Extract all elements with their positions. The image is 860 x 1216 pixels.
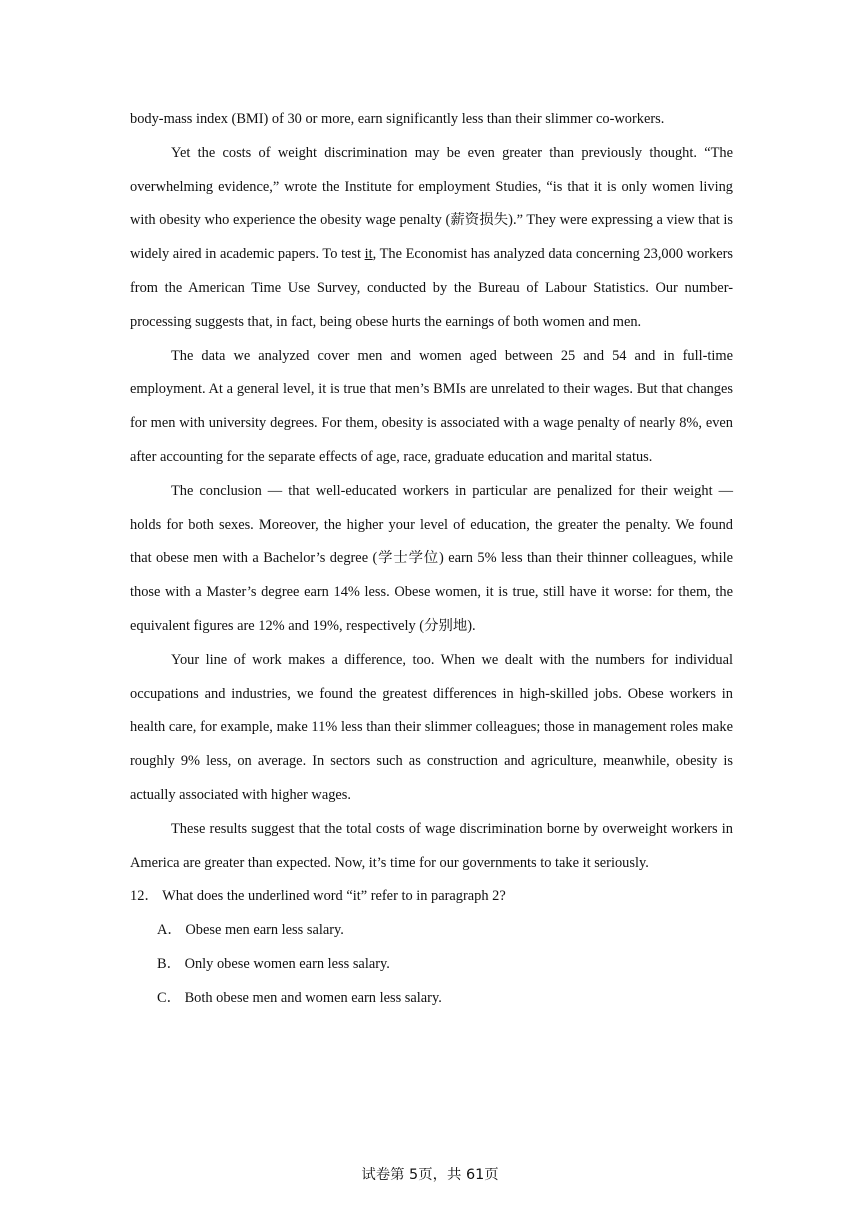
option-c: C． Both obese men and women earn less salary. <box>157 989 442 1006</box>
underlined-word-it: it <box>364 246 373 263</box>
paragraph-2: The data we analyzed cover men and women aged between 25 and 54 and in full-time employment. At a general level, it is true that men’s BMIs are unrelated to their wages. But that changes for men with university degrees. For them, obesity is associated with a wage penalty of nearly 8%, even after accounting for the separate effects of age, race, graduate education and marital status. <box>130 347 733 465</box>
option-a: A． Obese men earn less salary. <box>157 922 344 939</box>
paragraph-3: The conclusion — that well-educated workers in particular are penalized for their weight — holds for both sexes. Moreover, the higher your level of education, the greater the penalty. We found that obese men with a Bachelor’s degree (学士学位) earn 5% less than their thinner colleagues, while those with a Master’s degree earn 14% less. Obese women, it is true, still have it worse: for them, the equivalent figures are 12% and 19%, respectively (分别地). <box>130 482 733 634</box>
paragraph-0: body-mass index (BMI) of 30 or more, earn significantly less than their slimmer co-workers. <box>130 111 665 127</box>
paragraph-1-text-before: Yet the costs of weight discrimination may be even greater than previously thought. “The overwhelming evidence,” wrote the Institute for employment Studies, “is that it is only women living with obesity who experience the obesity wage penalty (薪资损失).” They were expressing a view that is widely aired in academic papers. To test <box>130 144 733 263</box>
page-footer: 试卷第 5页，共 61页 <box>361 1167 499 1183</box>
paragraph-4: Your line of work makes a difference, too. When we dealt with the numbers for individual occupations and industries, we found the greatest differences in high-skilled jobs. Obese workers in health care, for example, make 11% less than their slimmer colleagues; those in management roles make roughly 9% less, on average. In sectors such as construction and agriculture, meanwhile, obesity is actually associated with higher wages. <box>130 651 733 803</box>
paragraph-5: These results suggest that the total costs of wage discrimination borne by overweight workers in America are greater than expected. Now, it’s time for our governments to take it seriously. <box>130 820 733 871</box>
document-body <box>130 103 733 1016</box>
question-12: 12． What does the underlined word “it” refer to in paragraph 2? <box>130 888 506 905</box>
option-b: B． Only obese women earn less salary. <box>157 955 390 972</box>
paragraph-1 <box>130 137 733 340</box>
paragraph-1-text-after: , The Economist has analyzed data concerning 23,000 workers from the American Time Use Survey, conducted by the Bureau of Labour Statistics. Our number-processing suggests that, in fact, being obese hurts the earnings of both women and men. <box>130 246 733 330</box>
